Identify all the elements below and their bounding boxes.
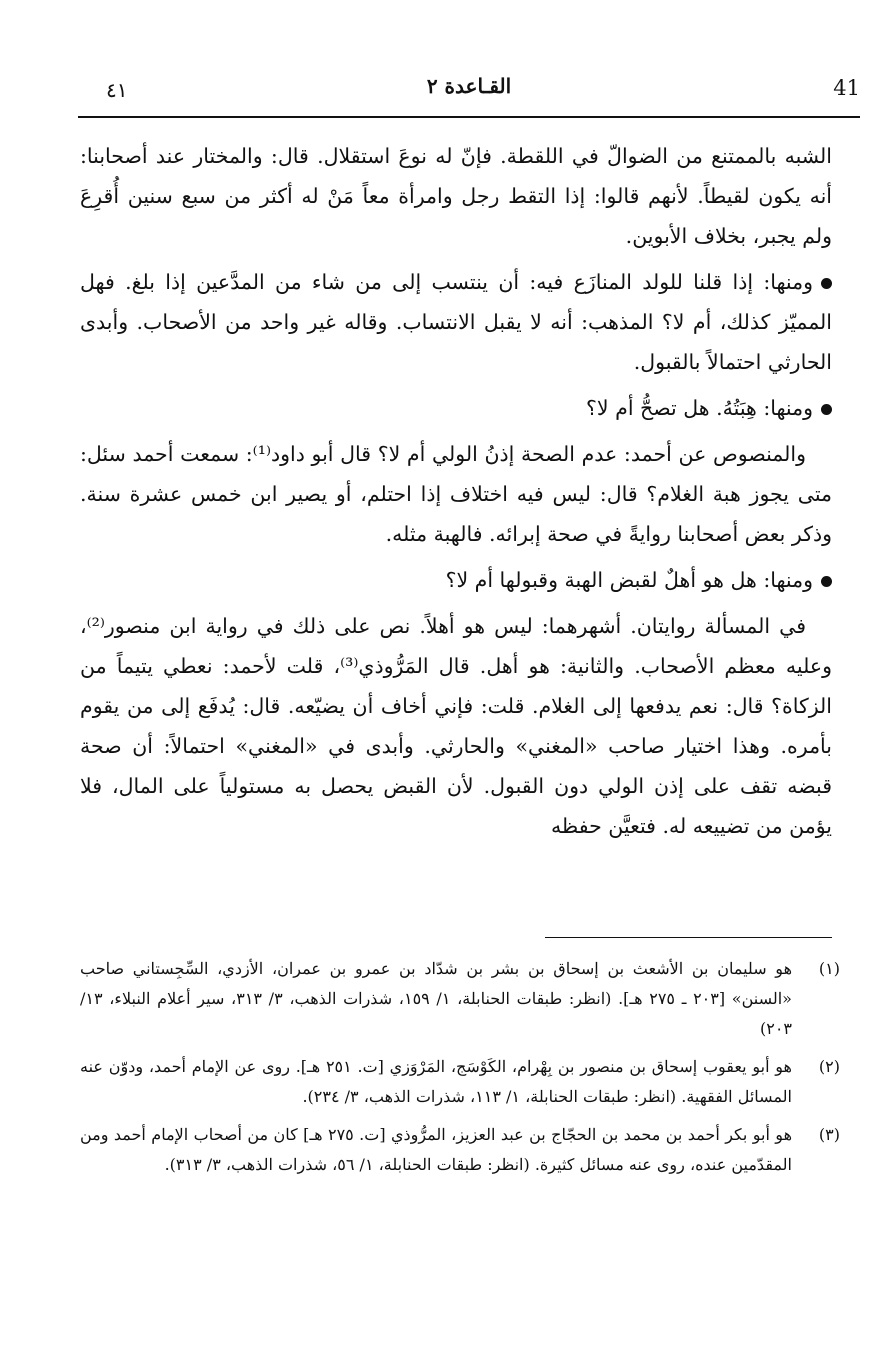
footnote-text: هو أبو يعقوب إسحاق بن منصور بن بِهْرام، الكَوْسَج، المَرْوَزي [ت. ٢٥١ هـ]. روى عن الإمام أحمد، ودوّن عنه المسائل الفقهية. (انظر: طبقات الحنابلة، ١/ ١١٣، شذرات الذهب، ٣/ ٢٣٤). — [80, 1057, 792, 1106]
paragraph-text: ومنها: إذا قلنا للولد المنازَع فيه: أن ينتسب إلى من شاء من المدَّعين إذا بلغ. فهل المميّز كذلك، أم لا؟ المذهب: أنه لا يقبل الانتساب. وقاله غير واحد من الأصحاب. وأبدى الحارثي احتمالاً بالقبول. — [80, 270, 832, 374]
footnote-3 — [80, 1120, 840, 1180]
paragraph-5 — [80, 560, 832, 600]
page-number-arabic: ٤١ — [106, 78, 128, 102]
bullet-icon — [821, 404, 832, 415]
footnote-1 — [80, 954, 840, 1044]
running-header — [78, 70, 860, 110]
footnotes — [80, 954, 840, 1188]
paragraph-1 — [80, 136, 832, 256]
paragraph-text: الشبه بالممتنع من الضوالّ في اللقطة. فإنّ له نوعَ استقلال. قال: والمختار عند أصحابنا: أنه يكون لقيطاً. لأنهم قالوا: إذا التقط رجل وامرأة معاً مَنْ له أكثر من سبع سنين أُقرِعَ ولم يجبر، بخلاف الأبوين. — [80, 144, 832, 248]
paragraph-text: في المسألة روايتان. أشهرهما: ليس هو أهلاً. نص على ذلك في رواية ابن منصور⁽²⁾، وعليه معظم الأصحاب. والثانية: هو أهل. قال المَرُّوذي⁽³⁾، قلت لأحمد: نعطي يتيماً من الزكاة؟ قال: نعم يدفعها إلى الغلام. قلت: فإني أخاف أن يضيّعه. قال: يُدفَع إلى من يقوم بأمره. وهذا اختيار صاحب «المغني» والحارثي. وأبدى في «المغني» احتمالاً: أن صحة قبضه تقف على إذن الولي دون القبول. لأن القبض يحصل به مستولياً على المال، فلا يؤمن من تضييعه له. فتعيَّن حفظه — [80, 614, 832, 838]
paragraph-2 — [80, 262, 832, 382]
bullet-icon — [821, 576, 832, 587]
footnote-text: هو أبو بكر أحمد بن محمد بن الحجّاج بن عبد العزيز، المرُّوذي [ت. ٢٧٥ هـ] كان من أصحاب الإمام أحمد ومن المقدّمين عنده، روى عنه مسائل كثيرة. (انظر: طبقات الحنابلة، ١/ ٥٦، شذرات الذهب، ٣/ ٣١٣). — [80, 1125, 793, 1174]
paragraph-4 — [80, 434, 832, 554]
footnote-rule — [545, 937, 832, 938]
footnote-number: (١) — [818, 959, 840, 978]
paragraph-text: والمنصوص عن أحمد: عدم الصحة إذنُ الولي أم لا؟ قال أبو داود⁽¹⁾: سمعت أحمد سئل: متى يجوز هبة الغلام؟ قال: ليس فيه اختلاف إذا احتلم، أو يصير ابن خمس عشرة سنة. وذكر بعض أصحابنا روايةً في صحة إبرائه. فالهبة مثله. — [80, 442, 832, 546]
paragraph-text: ومنها: هِبَتُهُ. هل تصحُّ أم لا؟ — [586, 396, 813, 420]
footnote-number: (٣) — [818, 1125, 840, 1144]
main-text — [80, 136, 832, 846]
footnote-number: (٢) — [818, 1057, 840, 1076]
paragraph-3 — [80, 388, 832, 428]
page-number-latin: 41 — [833, 76, 860, 100]
paragraph-6 — [80, 606, 832, 846]
paragraph-text: ومنها: هل هو أهلٌ لقبض الهبة وقبولها أم لا؟ — [445, 568, 813, 592]
footnote-2 — [80, 1052, 840, 1112]
header-title: القـاعدة ٢ — [426, 74, 512, 98]
header-rule — [78, 116, 860, 118]
bullet-icon — [821, 278, 832, 289]
footnote-text: هو سليمان بن الأشعث بن إسحاق بن بشر بن شدّاد بن عمرو بن عمران، الأزدي، السِّجِستاني صاحب «السنن» [٢٠٣ ـ ٢٧٥ هـ]. (انظر: طبقات الحنابلة، ١/ ١٥٩، شذرات الذهب، ٣/ ٣١٣، سير أعلام النبلاء، ١٣/ ٢٠٣) — [80, 959, 792, 1038]
